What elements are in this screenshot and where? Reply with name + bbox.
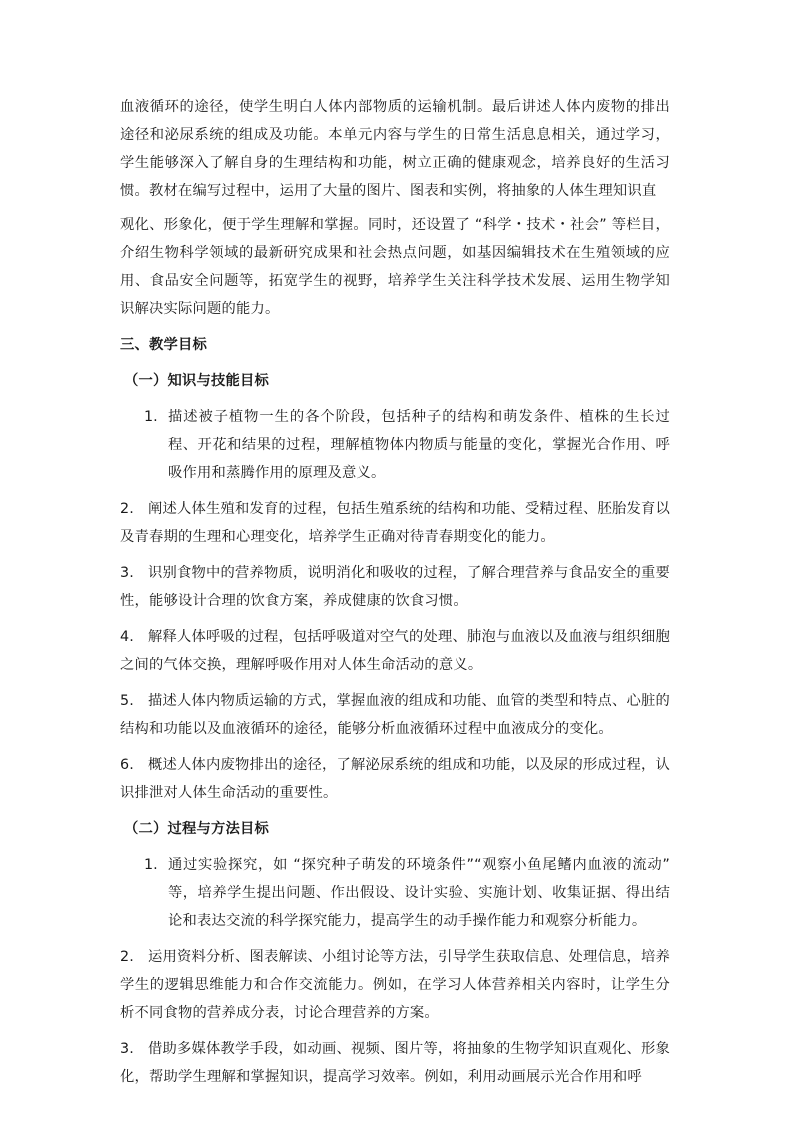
intro-paragraph-2: 观化、形象化，便于学生理解和掌握。同时，还设置了 “科学・技术・社会” 等栏目，介绍生物科学领域的最新研究成果和社会热点问题，如基因编辑技术在生殖领域的应用、食品安全问题等，拓宽学生的视野，培养学生关注科学技术发展、运用生物学知识解决实际问题的能力。	[120, 217, 670, 317]
intro-paragraph-1: 血液循环的途径，使学生明白人体内部物质的运输机制。最后讲述人体内废物的排出途径和泌尿系统的组成及功能。本单元内容与学生的日常生活息息相关，通过学习，学生能够深入了解自身的生理结构和功能，树立正确的健康观念，培养良好的生活习惯。教材在编写过程中，运用了大量的图片、图表和实例，将抽象的人体生理知识直	[120, 99, 670, 199]
list-item	[120, 851, 670, 935]
list-number: 1.	[144, 857, 158, 873]
list-number: 6.	[120, 757, 135, 773]
list-item	[120, 751, 670, 807]
list-number: 1.	[144, 409, 158, 425]
list-text: 解释人体呼吸的过程，包括呼吸道对空气的处理、肺泡与血液以及血液与组织细胞之间的气体交换，理解呼吸作用对人体生命活动的意义。	[120, 629, 670, 673]
subsection-heading-process: （二）过程与方法目标	[124, 821, 269, 837]
subsection-heading-knowledge: （一）知识与技能目标	[124, 373, 269, 389]
list-item	[120, 1035, 670, 1091]
list-number: 3.	[120, 565, 135, 581]
list-item	[120, 559, 670, 615]
list-text: 借助多媒体教学手段，如动画、视频、图片等，将抽象的生物学知识直观化、形象化，帮助学生理解和掌握知识，提高学习效率。例如，利用动画展示光合作用和呼	[120, 1041, 670, 1085]
list-text: 通过实验探究，如 “探究种子萌发的环境条件”“观察小鱼尾鳍内血液的流动” 等，培养学生提出问题、作出假设、设计实验、实施计划、收集证据、得出结论和表达交流的科学探究能力，提高学生的动手操作能力和观察分析能力。	[168, 857, 670, 929]
list-text: 阐述人体生殖和发育的过程，包括生殖系统的结构和功能、受精过程、胚胎发育以及青春期的生理和心理变化，培养学生正确对待青春期变化的能力。	[120, 501, 670, 545]
list-item	[120, 687, 670, 743]
list-number: 3.	[120, 1041, 135, 1057]
list-text: 运用资料分析、图表解读、小组讨论等方法，引导学生获取信息、处理信息，培养学生的逻辑思维能力和合作交流能力。例如，在学习人体营养相关内容时，让学生分析不同食物的营养成分表，讨论合理营养的方案。	[120, 949, 670, 1021]
list-number: 4.	[120, 629, 135, 645]
list-item	[120, 943, 670, 1027]
list-text: 描述被子植物一生的各个阶段，包括种子的结构和萌发条件、植株的生长过程、开花和结果的过程，理解植物体内物质与能量的变化，掌握光合作用、呼吸作用和蒸腾作用的原理及意义。	[168, 409, 670, 481]
list-number: 2.	[120, 949, 135, 965]
list-number: 5.	[120, 693, 135, 709]
list-item	[120, 623, 670, 679]
list-text: 概述人体内废物排出的途径，了解泌尿系统的组成和功能，以及尿的形成过程，认识排泄对人体生命活动的重要性。	[120, 757, 670, 801]
list-number: 2.	[120, 501, 135, 517]
list-item	[120, 403, 670, 487]
section-heading: 三、教学目标	[120, 337, 207, 353]
list-text: 识别食物中的营养物质，说明消化和吸收的过程，了解合理营养与食品安全的重要性，能够设计合理的饮食方案，养成健康的饮食习惯。	[120, 565, 670, 609]
list-text: 描述人体内物质运输的方式，掌握血液的组成和功能、血管的类型和特点、心脏的结构和功能以及血液循环的途径，能够分析血液循环过程中血液成分的变化。	[120, 693, 670, 737]
list-item	[120, 495, 670, 551]
